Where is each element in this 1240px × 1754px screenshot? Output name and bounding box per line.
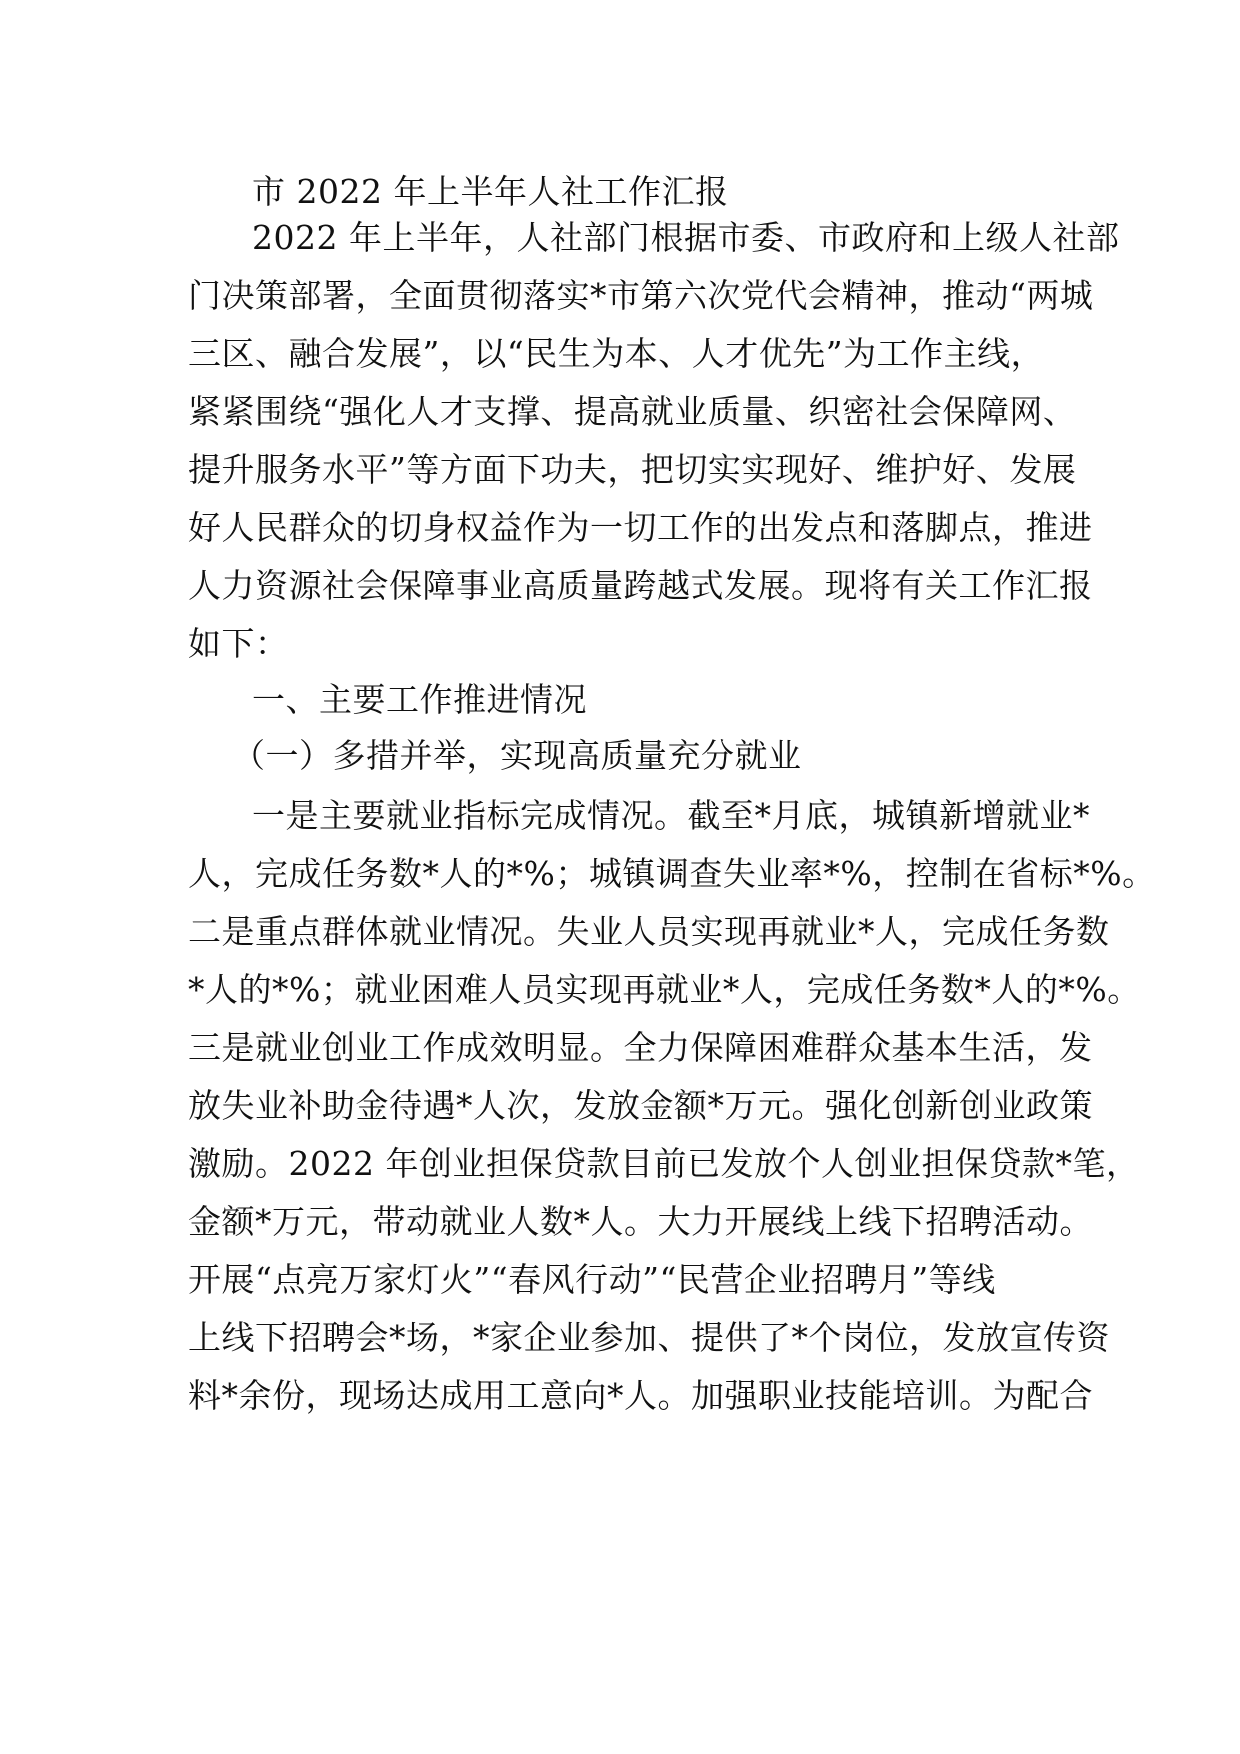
paragraph-line: 开展“点亮万家灯火”“春风行动”“民营企业招聘月”等线 [188, 1260, 996, 1299]
paragraph-line: 2022 年上半年，人社部门根据市委、市政府和上级人社部 [252, 218, 1120, 257]
paragraph-line: 三区、融合发展”，以“民生为本、人才优先”为工作主线， [188, 334, 1045, 373]
paragraph-line: 料*余份，现场达成用工意向*人。加强职业技能培训。为配合 [188, 1376, 1093, 1415]
paragraph-line: 好人民群众的切身权益作为一切工作的出发点和落脚点，推进 [188, 508, 1093, 547]
paragraph-line: 一是主要就业指标完成情况。截至*月底，城镇新增就业* [252, 796, 1090, 835]
paragraph-line: 人力资源社会保障事业高质量跨越式发展。现将有关工作汇报 [188, 566, 1093, 605]
paragraph-line: 提升服务水平”等方面下功夫，把切实实现好、维护好、发展 [188, 450, 1077, 489]
paragraph-line: 激励。2022 年创业担保贷款目前已发放个人创业担保贷款*笔， [188, 1144, 1140, 1183]
paragraph-line: 如下： [188, 624, 289, 663]
paragraph-line: 上线下招聘会*场，*家企业参加、提供了*个岗位，发放宣传资 [188, 1318, 1110, 1357]
section-heading: 一、主要工作推进情况 [252, 680, 587, 719]
paragraph-line: *人的*%；就业困难人员实现再就业*人，完成任务数*人的*%。 [188, 970, 1141, 1009]
subsection-heading: （一）多措并举，实现高质量充分就业 [232, 736, 802, 775]
paragraph-line: 人，完成任务数*人的*%；城镇调查失业率*%，控制在省标*%。 [188, 854, 1156, 893]
paragraph-line: 紧紧围绕“强化人才支撑、提高就业质量、织密社会保障网、 [188, 392, 1077, 431]
paragraph-line: 门决策部署，全面贯彻落实*市第六次党代会精神，推动“两城 [188, 276, 1094, 315]
paragraph-line: 金额*万元，带动就业人数*人。大力开展线上线下招聘活动。 [188, 1202, 1093, 1241]
paragraph-line: 放失业补助金待遇*人次，发放金额*万元。强化创新创业政策 [188, 1086, 1093, 1125]
paragraph-line: 二是重点群体就业情况。失业人员实现再就业*人，完成任务数 [188, 912, 1110, 951]
paragraph-line: 三是就业创业工作成效明显。全力保障困难群众基本生活，发 [188, 1028, 1093, 1067]
document-title: 市 2022 年上半年人社工作汇报 [252, 172, 729, 211]
